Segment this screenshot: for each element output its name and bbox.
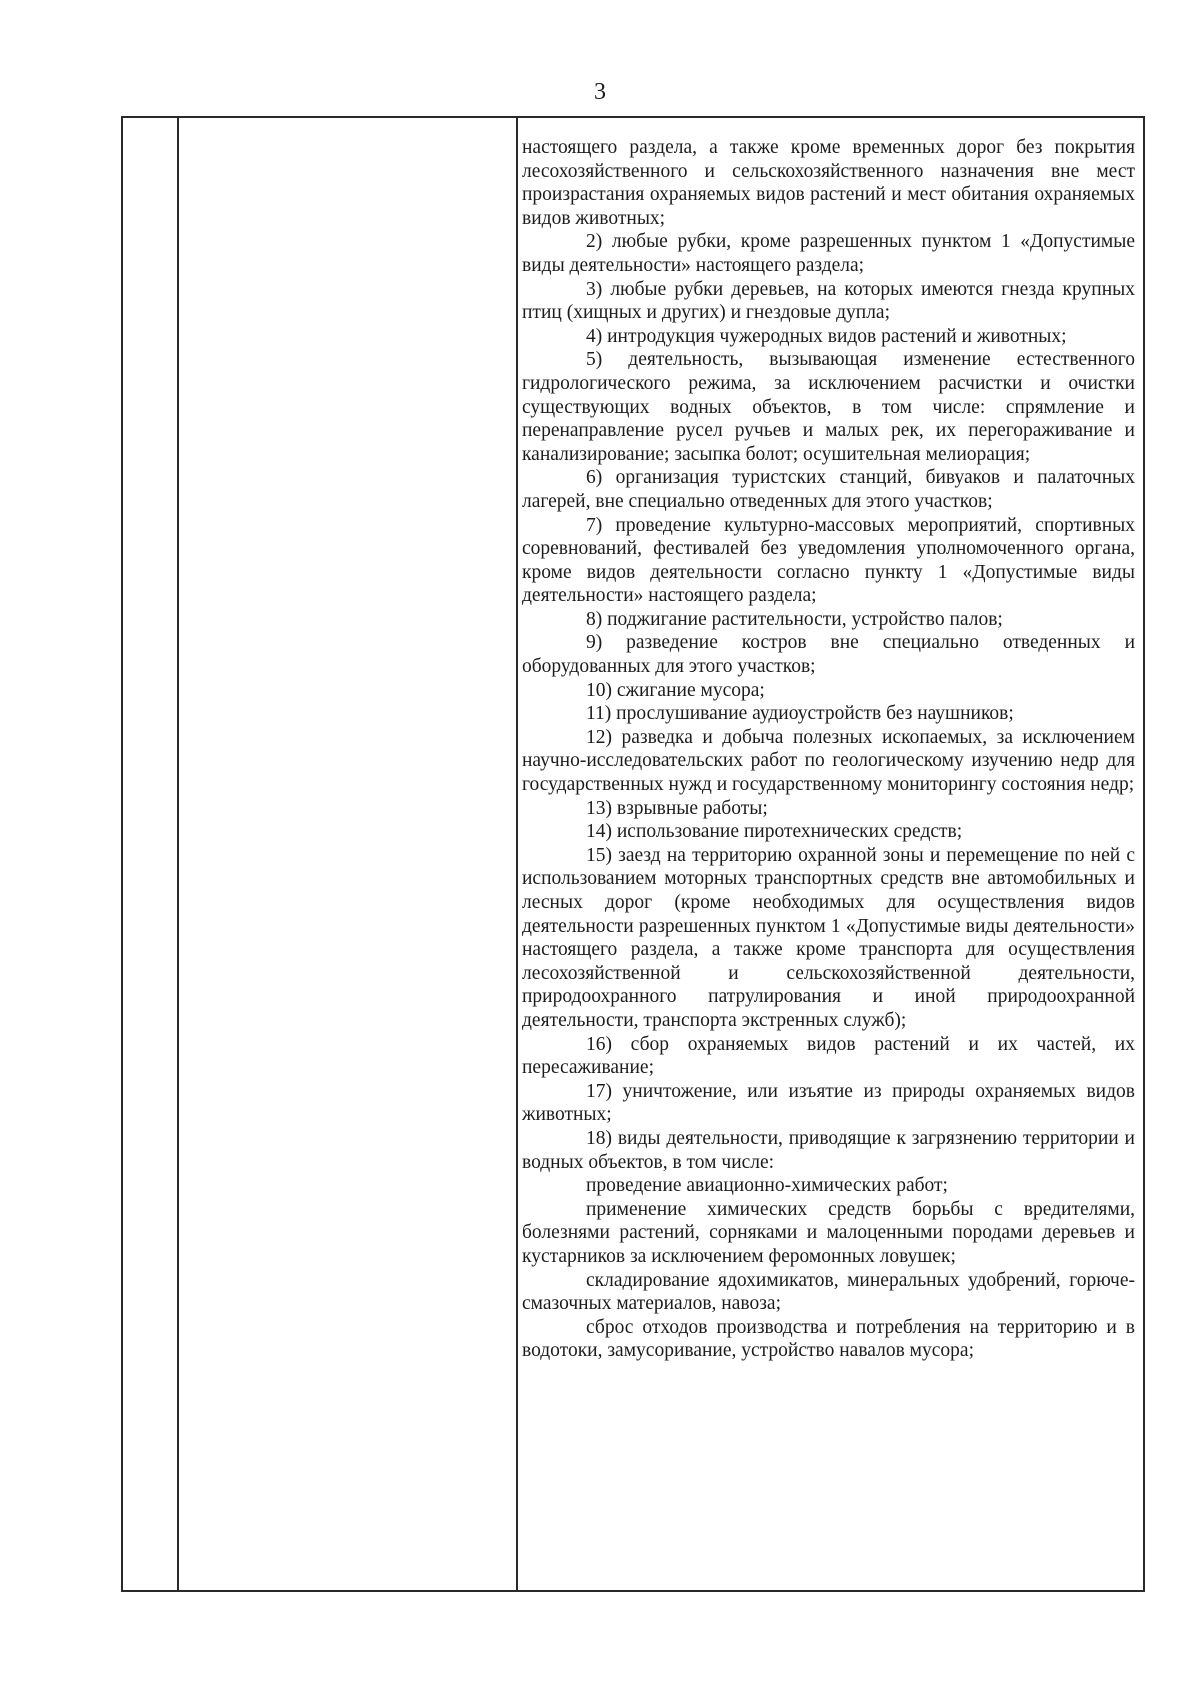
restrictions-table <box>121 116 1145 1592</box>
paragraph: складирование ядохимикатов, минеральных удобрений, горюче-смазочных материалов, навоза; <box>522 1269 1135 1315</box>
paragraph: 4) интродукция чужеродных видов растений и животных; <box>586 325 1067 347</box>
paragraph: 6) организация туристских станций, бивуаков и палаточных лагерей, вне специально отведенных для этого участков; <box>522 467 1135 512</box>
paragraph: 3) любые рубки деревьев, на которых имеются гнезда крупных птиц (хищных и других) и гнездовые дупла; <box>522 278 1135 324</box>
paragraph: 14) использование пиротехнических средств; <box>586 821 963 843</box>
paragraph: 8) поджигание растительности, устройство палов; <box>586 608 1003 630</box>
paragraph: настоящего раздела, а также кроме временных дорог без покрытия лесохозяйственного и сельскохозяйственного назначения вне мест произрастания охраняемых видов растений и мест обитания охраняемых видов животных; <box>522 137 1135 229</box>
paragraph: 9) разведение костров вне специально отведенных и оборудованных для этого участков; <box>522 632 1135 678</box>
paragraph: сброс отходов производства и потребления на территорию и в водотоки, замусоривание, устройство навалов мусора; <box>522 1316 1135 1362</box>
paragraph: 5) деятельность, вызывающая изменение естественного гидрологического режима, за исключением расчистки и очистки существующих водных объектов, в том числе: спрямление и перенаправление русел ручьев и малых рек, их перегораживание и канализирование; засыпка болот; осушительная мелиорация; <box>522 349 1135 465</box>
paragraph: 13) взрывные работы; <box>586 797 768 819</box>
paragraph: 17) уничтожение, или изъятие из природы охраняемых видов животных; <box>522 1080 1135 1126</box>
prohibited-activities-cell <box>520 136 1139 1363</box>
paragraph: проведение авиационно-химических работ; <box>586 1175 948 1197</box>
paragraph: 15) заезд на территорию охранной зоны и перемещение по ней с использованием моторных транспортных средств вне автомобильных и лесных дорог (кроме необходимых для осуществления видов деятельности разрешенных пунктом 1 «Допустимые виды деятельности» настоящего раздела, а также кроме транспорта для осуществления лесохозяйственной и сельскохозяйственной деятельности, природоохранного патрулирования и иной природоохранной деятельности, транспорта экстренных служб); <box>522 844 1135 1031</box>
column-divider <box>177 118 179 1590</box>
paragraph: 18) виды деятельности, приводящие к загрязнению территории и водных объектов, в том числе: <box>522 1127 1135 1173</box>
paragraph: 11) прослушивание аудиоустройств без наушников; <box>586 703 1014 725</box>
paragraph: 16) сбор охраняемых видов растений и их частей, их пересаживание; <box>522 1033 1135 1079</box>
paragraph: 10) сжигание мусора; <box>586 679 765 701</box>
paragraph: 12) разведка и добыча полезных ископаемых, за исключением научно-исследовательских работ по геологическому изучению недр для государственных нужд и государственному мониторингу состояния недр; <box>522 726 1135 796</box>
paragraph: применение химических средств борьбы с вредителями, болезнями растений, сорняками и малоценными породами деревьев и кустарников за исключением феромонных ловушек; <box>522 1198 1135 1267</box>
column-divider <box>516 118 518 1590</box>
page-number: 3 <box>594 79 606 105</box>
paragraph: 2) любые рубки, кроме разрешенных пунктом 1 «Допустимые виды деятельности» настоящего раздела; <box>522 231 1135 276</box>
paragraph: 7) проведение культурно-массовых мероприятий, спортивных соревнований, фестивалей без уведомления уполномоченного органа, кроме видов деятельности согласно пункту 1 «Допустимые виды деятельности» настоящего раздела; <box>522 514 1135 607</box>
